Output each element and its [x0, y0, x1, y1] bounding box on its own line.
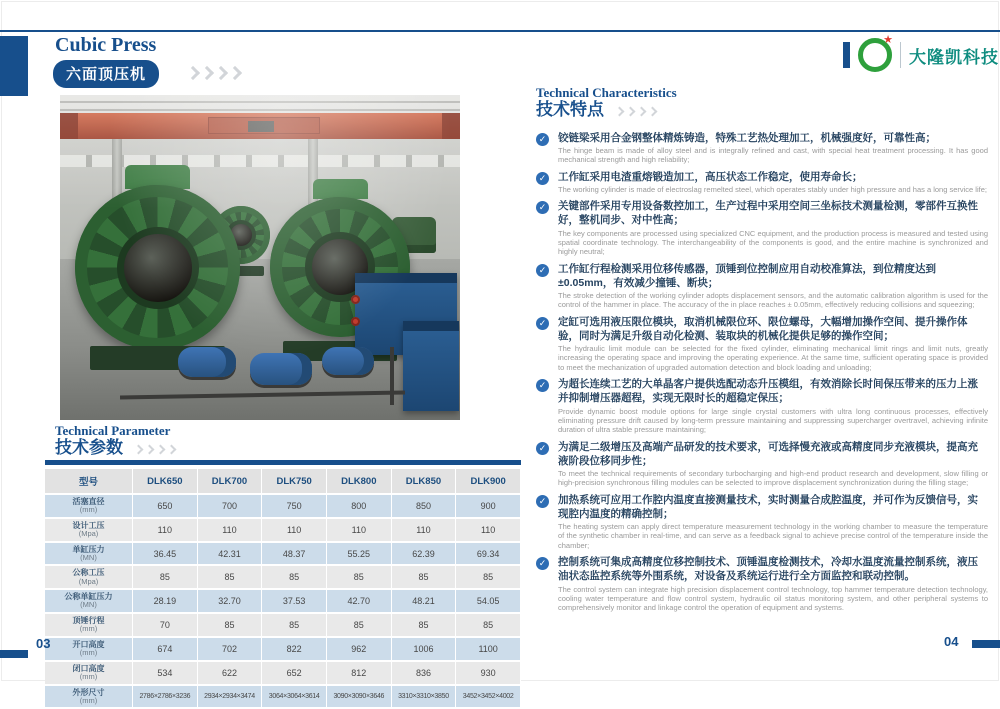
characteristic-cn: 工作缸采用电渣重熔锻造加工，高压状态工作稳定，使用寿命长；	[558, 170, 863, 183]
page-number-left: 03	[36, 636, 51, 651]
cell: 3064×3064×3614	[262, 686, 327, 708]
check-icon: ✓	[536, 264, 549, 277]
cell: 1006	[392, 638, 457, 660]
characteristic-item	[536, 199, 988, 256]
cell: 110	[456, 519, 521, 541]
row-label: 设计工压 (Mpa)	[45, 519, 133, 541]
cell: 69.34	[456, 543, 521, 565]
cell: 822	[262, 638, 327, 660]
cell: 70	[133, 614, 198, 636]
cell: 85	[327, 566, 392, 588]
cell: 750	[262, 495, 327, 517]
page-number-right: 04	[944, 634, 959, 649]
hydraulic-tank	[403, 321, 459, 411]
technical-characteristics-section	[536, 86, 988, 618]
cell: 812	[327, 662, 392, 684]
cell: 850	[392, 495, 457, 517]
characteristics-title-en: Technical Characteristics	[536, 85, 677, 100]
cell: 652	[262, 662, 327, 684]
cell: 702	[198, 638, 263, 660]
characteristic-cn: 工作缸行程检测采用位移传感器，顶锤到位控制应用自动校准算法，到位精度达到±0.05mm，有效减少撞锤、断块；	[558, 262, 936, 289]
cell: 48.21	[392, 590, 457, 612]
page-title-en: Cubic Press	[55, 34, 157, 56]
cell: 37.53	[262, 590, 327, 612]
characteristic-en: Provide dynamic boost module options for large single crystal customers with ultra long continuous processes, effectively eliminating pressure drift caused by long-term pressure maintaining and suppressing supercharger overtravel, achieving infinite duration of ultra stable pressure maintaining;	[558, 406, 988, 435]
press-ring	[75, 185, 240, 350]
characteristic-cn: 关键部件采用专用设备数控加工，生产过程中采用空间三坐标技术测量检测，零部件互换性好，整机同步、对中性高；	[558, 200, 978, 227]
chevrons-icon	[188, 68, 240, 78]
cell: 54.05	[456, 590, 521, 612]
model-name: DLK750	[262, 469, 327, 493]
technical-parameter-section-head	[55, 424, 175, 459]
check-icon: ✓	[536, 201, 549, 214]
characteristic-item	[536, 170, 988, 195]
model-name: DLK800	[327, 469, 392, 493]
cell: 800	[327, 495, 392, 517]
electric-motor	[178, 347, 236, 377]
characteristic-cn: 加热系统可应用工作腔内温度直接测量技术，实时测量合成腔温度，并可作为反馈信号，实现腔内温度的精确控制；	[558, 493, 978, 520]
roof-truss	[60, 101, 460, 103]
cell: 110	[262, 519, 327, 541]
cell: 85	[198, 566, 263, 588]
cell: 32.70	[198, 590, 263, 612]
cell: 1100	[456, 638, 521, 660]
characteristic-item	[536, 131, 988, 165]
cell: 2934×2934×3474	[198, 686, 263, 708]
characteristic-item	[536, 440, 988, 488]
cell: 650	[133, 495, 198, 517]
cell: 62.39	[392, 543, 457, 565]
cell: 55.25	[327, 543, 392, 565]
characteristic-item	[536, 377, 988, 434]
row-label: 外形尺寸 (mm)	[45, 686, 133, 708]
model-name: DLK700	[198, 469, 263, 493]
table-row	[45, 662, 521, 684]
model-name: DLK900	[456, 469, 521, 493]
cell: 42.70	[327, 590, 392, 612]
table-header-row	[45, 469, 521, 493]
electric-motor	[250, 353, 312, 385]
row-label: 活塞直径 (mm)	[45, 495, 133, 517]
cell: 3452×3452×4002	[456, 686, 521, 708]
characteristic-item	[536, 315, 988, 372]
cell: 85	[327, 614, 392, 636]
characteristic-en: The stroke detection of the working cylinder adopts displacement sensors, and the automatic calibration algorithm is used for the control of the hammer in place. The accuracy of the in place reaches ± 0.05mm, effectively reducing collisions and squeezing;	[558, 290, 988, 310]
cell: 3090×3090×3646	[327, 686, 392, 708]
cell: 110	[198, 519, 263, 541]
model-label: 型号	[45, 469, 133, 493]
cell: 110	[133, 519, 198, 541]
table-row	[45, 495, 521, 517]
table-row	[45, 590, 521, 612]
row-label: 公称工压 (Mpa)	[45, 566, 133, 588]
cell: 836	[392, 662, 457, 684]
table-row	[45, 566, 521, 588]
row-label: 顶锤行程 (mm)	[45, 614, 133, 636]
logo-bar-icon	[843, 42, 850, 68]
check-icon: ✓	[536, 133, 549, 146]
riser-pipe	[390, 347, 394, 405]
cell: 48.37	[262, 543, 327, 565]
characteristic-item	[536, 493, 988, 550]
table-row	[45, 638, 521, 660]
cell: 2786×2786×3236	[133, 686, 198, 708]
cell: 28.19	[133, 590, 198, 612]
cell: 110	[327, 519, 392, 541]
cell: 534	[133, 662, 198, 684]
cell: 3310×3310×3850	[392, 686, 457, 708]
table-row	[45, 686, 521, 708]
cell: 85	[198, 614, 263, 636]
cell: 85	[262, 614, 327, 636]
table-row	[45, 519, 521, 541]
parameter-title-cn: 技术参数	[55, 438, 123, 458]
press-hub	[117, 227, 199, 309]
cell: 85	[392, 614, 457, 636]
logo-ring-icon	[858, 34, 893, 72]
chevrons-icon	[135, 446, 175, 453]
characteristic-en: The hinge beam is made of alloy steel and is integrally refined and cast, with special heat treatment processing. It has good mechanical strength and high reliability;	[558, 145, 988, 165]
cell: 962	[327, 638, 392, 660]
cell: 85	[456, 614, 521, 636]
crane-end	[60, 113, 78, 139]
brand-logo	[843, 34, 999, 72]
characteristic-item	[536, 262, 988, 310]
crane-end	[442, 113, 460, 139]
cell: 622	[198, 662, 263, 684]
cell: 674	[133, 638, 198, 660]
page-number-bar-left	[0, 650, 28, 658]
check-icon: ✓	[536, 442, 549, 455]
row-label: 闭口高度 (mm)	[45, 662, 133, 684]
cell: 85	[456, 566, 521, 588]
logo-divider	[900, 42, 901, 68]
chevrons-icon	[616, 108, 656, 115]
row-label: 单缸压力 (MN)	[45, 543, 133, 565]
check-icon: ✓	[536, 379, 549, 392]
characteristic-en: The working cylinder is made of electroslag remelted steel, which operates stably under high pressure and has a long service life;	[558, 184, 987, 194]
cell: 85	[133, 566, 198, 588]
characteristic-en: The key components are processed using specialized CNC equipment, and the production process is measured and tested using spatial coordinate technology. The interchangeability of the components is good, and the entire machine is synchronized and highly neutral;	[558, 228, 988, 257]
check-icon: ✓	[536, 557, 549, 570]
check-icon: ✓	[536, 317, 549, 330]
cell: 36.45	[133, 543, 198, 565]
model-name: DLK850	[392, 469, 457, 493]
crane-hoist	[248, 121, 274, 132]
page-title-badge-cn: 六面顶压机	[53, 60, 159, 88]
valve-wheel	[351, 317, 360, 326]
characteristic-cn: 控制系统可集成高精度位移控制技术、顶锤温度检测技术，冷却水温度流量控制系统，液压油状态监控系统等外围系统，对设备及系统运行进行全方面监控和联动控制。	[558, 556, 978, 583]
check-icon: ✓	[536, 495, 549, 508]
press-cap	[313, 179, 368, 199]
star-icon: ★	[883, 34, 893, 46]
characteristic-en: The control system can integrate high precision displacement control technology, top hammer temperature detection technology, cooling water temperature and flow control system, hydraulic oil status monitoring system, and other peripheral systems to comprehensively monitor and linkage control the operation of equipment and systems.	[558, 584, 988, 613]
characteristic-cn: 定缸可选用液压限位模块，取消机械限位环、限位螺母，大幅增加操作空间、提升操作体验，同时为满足升级自动化检测、装取块的机械化提供足够的操作空间；	[558, 315, 968, 342]
valve-wheel	[351, 295, 360, 304]
brand-name: 大隆凯科技	[909, 47, 999, 67]
cell: 42.31	[198, 543, 263, 565]
corner-accent-block	[0, 36, 28, 96]
check-icon: ✓	[536, 172, 549, 185]
cell: 110	[392, 519, 457, 541]
characteristics-title-cn: 技术特点	[536, 100, 604, 120]
parameters-table-wrap	[45, 460, 521, 709]
characteristic-en: The hydraulic limit module can be selected for the fixed cylinder, eliminating mechanical limit rings and limit nuts, greatly increasing the operating space and improving the operating experience. At the same time, sufficient operating space is provided to meet the mechanization of upgraded automation detection and block loading and unloading;	[558, 344, 988, 372]
cell: 700	[198, 495, 263, 517]
electric-motor	[322, 347, 374, 375]
header-rule	[0, 30, 1000, 32]
press-machine-left	[70, 165, 245, 370]
parameter-title-en: Technical Parameter	[55, 423, 171, 438]
table-row	[45, 543, 521, 565]
characteristic-cn: 铰链梁采用合金钢整体精炼铸造，特殊工艺热处理加工，机械强度好，可靠性高；	[558, 131, 936, 144]
page-number-bar-right	[972, 640, 1000, 648]
cell: 930	[456, 662, 521, 684]
cell: 900	[456, 495, 521, 517]
cell: 85	[262, 566, 327, 588]
roof-truss	[60, 109, 460, 111]
characteristics-list	[536, 131, 988, 613]
table-row	[45, 614, 521, 636]
row-label: 开口高度 (mm)	[45, 638, 133, 660]
characteristic-en: The heating system can apply direct temperature measurement technology in the working chamber to measure the temperature of the synthetic chamber in real-time, and can serve as a feedback signal to achieve precise control of the temperature inside the chamber;	[558, 522, 988, 550]
model-name: DLK650	[133, 469, 198, 493]
characteristic-cn: 为超长连续工艺的大单晶客户提供选配动态升压模组，有效消除长时间保压带来的压力上涨并抑制增压器超程，实现无限时长的超稳定保压；	[558, 378, 978, 405]
characteristic-cn: 为满足二级增压及高端产品研发的技术要求，可选择慢充液或高精度同步充液模块，提高充液阶段位移同步性；	[558, 440, 978, 467]
parameters-table	[45, 467, 521, 709]
cell: 85	[392, 566, 457, 588]
characteristic-en: To meet the technical requirements of secondary turbocharging and high-end product research and development, slow filling or high-precision synchronous filling modules can be selected to improve displacement synchronization during the filling stage;	[558, 469, 988, 488]
workshop-photo	[60, 95, 460, 420]
characteristic-item	[536, 555, 988, 612]
row-label: 公称单缸压力 (MN)	[45, 590, 133, 612]
